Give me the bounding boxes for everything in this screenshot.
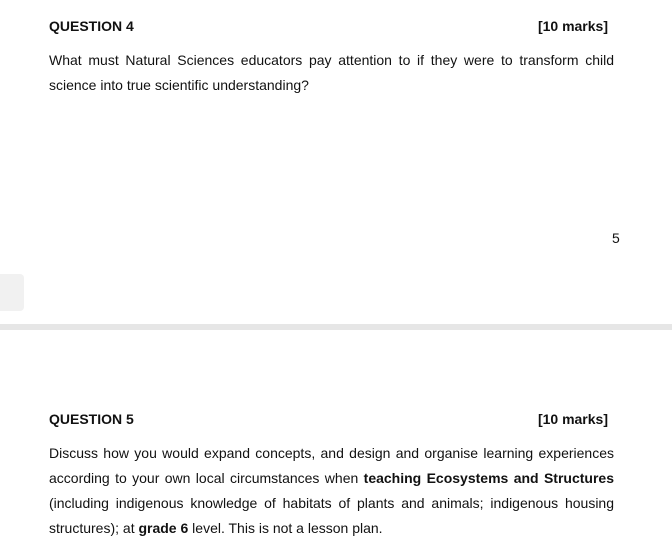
page-number: 5 (612, 230, 620, 246)
question-5-text-part3: level. This is not a lesson plan. (188, 520, 383, 536)
question-4-text: What must Natural Sciences educators pay attention to if they were to transform child science into true scientific understanding? (49, 52, 614, 93)
side-panel-tab[interactable] (0, 274, 24, 311)
question-5-text (49, 441, 614, 541)
question-5-grade-bold: grade 6 (138, 520, 189, 536)
document-page-bottom (0, 330, 672, 541)
question-5-header (49, 410, 608, 428)
question-5-topic-bold: teaching Ecosystems and Structures (363, 470, 614, 486)
question-5-title: QUESTION 5 (49, 411, 134, 427)
question-4-title: QUESTION 4 (49, 18, 134, 34)
question-5-marks: [10 marks] (537, 411, 608, 427)
question-4-header (49, 17, 608, 35)
question-4-marks: [10 marks] (537, 18, 608, 34)
question-5-text-part2: (including indigenous knowledge of habitats of plants and animals; indigenous housing structures); at (49, 495, 614, 536)
question-5-text-part1: Discuss how you would expand concepts, and design and organise learning experiences according to your own local circumstances when (49, 445, 614, 486)
